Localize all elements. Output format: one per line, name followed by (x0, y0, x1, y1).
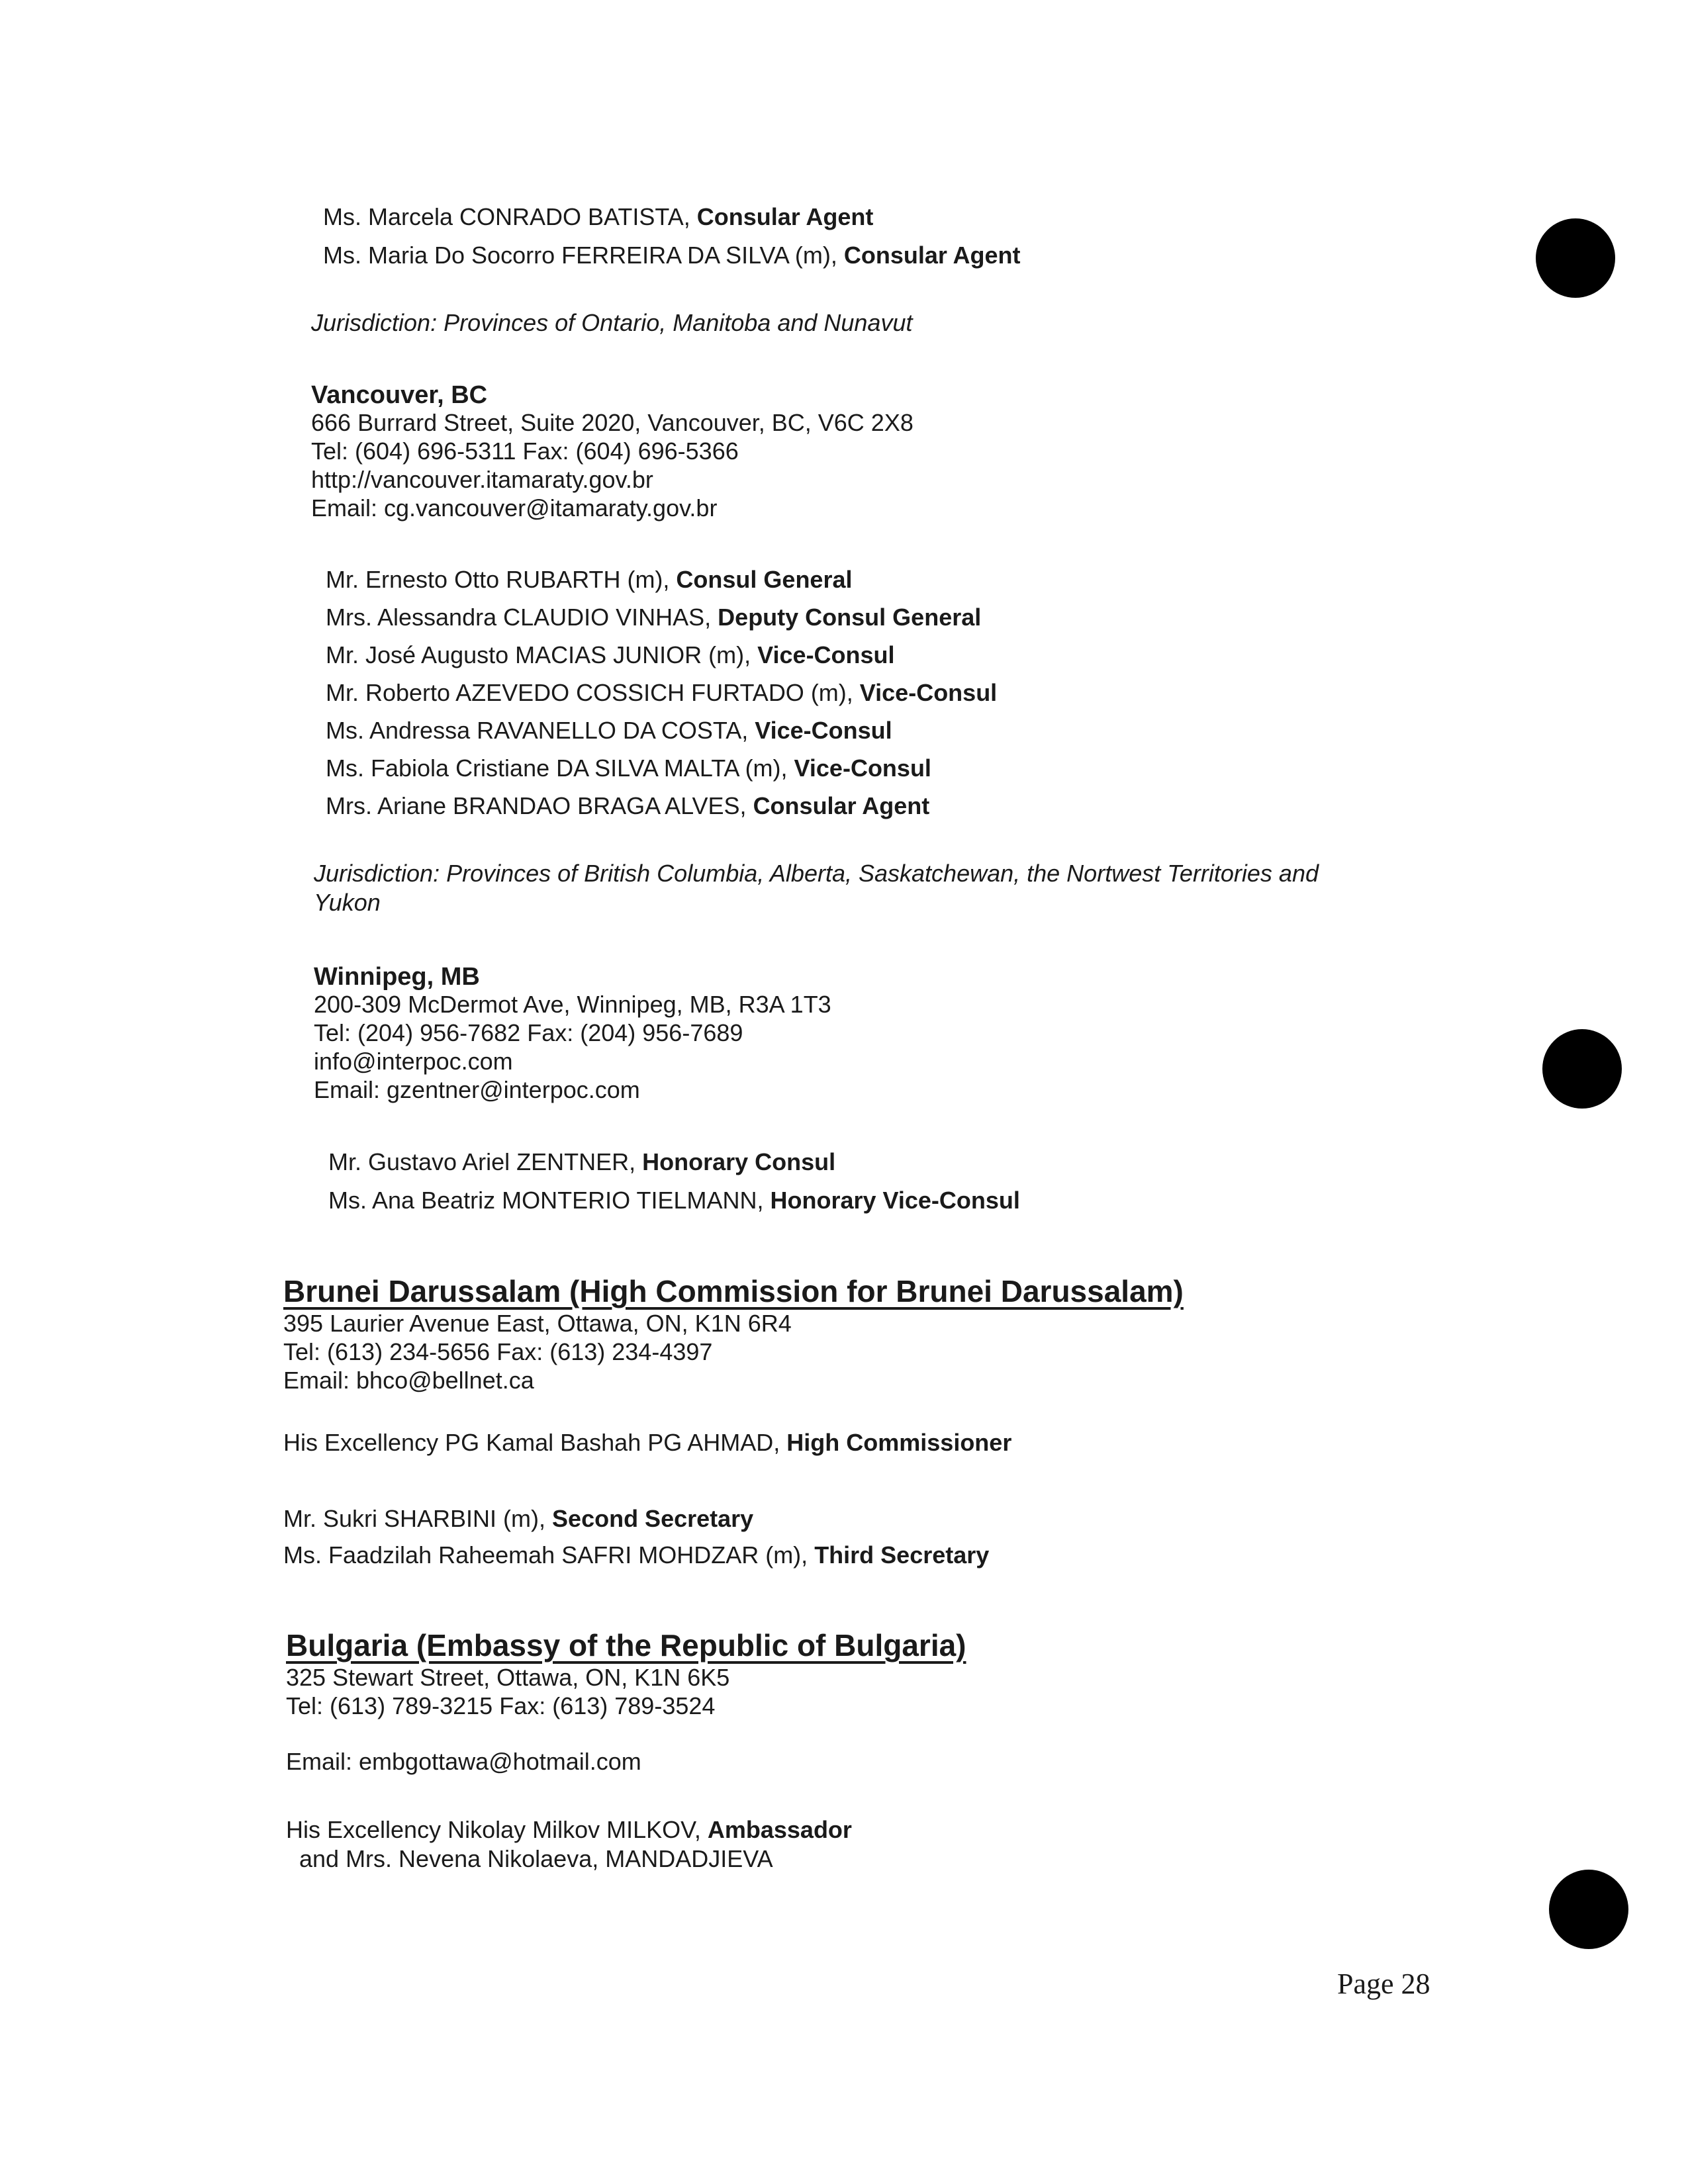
person-title: Consular Agent (696, 203, 874, 230)
person-title: Third Secretary (814, 1541, 990, 1569)
list-item (323, 241, 1021, 270)
section-heading: Brunei Darussalam (High Commission for Brunei Darussalam) (283, 1274, 1184, 1308)
person-name: Mr. Ernesto Otto RUBARTH (m), (326, 566, 677, 593)
person-title: Second Secretary (552, 1505, 754, 1532)
list-item (328, 1148, 835, 1177)
person-title: Honorary Consul (642, 1148, 836, 1175)
jurisdiction-text: Jurisdiction: Provinces of British Columbia, Alberta, Saskatchewan, the Nortwest Territories and Yukon (314, 860, 1319, 916)
email: Email: bhco@bellnet.ca (283, 1367, 534, 1394)
city-heading: Winnipeg, MB (314, 963, 480, 991)
person-title: Vice-Consul (794, 754, 931, 782)
section-heading: Bulgaria (Embassy of the Republic of Bulgaria) (286, 1628, 966, 1662)
website: http://vancouver.itamaraty.gov.br (311, 466, 653, 493)
person-title: Consul General (676, 566, 853, 593)
person-title: Vice-Consul (859, 679, 998, 706)
person-name: Mrs. Alessandra CLAUDIO VINHAS, (326, 604, 718, 631)
person-name: Mr. Roberto AZEVEDO COSSICH FURTADO (m), (326, 679, 860, 706)
person-title: High Commissioner (786, 1429, 1012, 1456)
person-name: His Excellency PG Kamal Bashah PG AHMAD, (283, 1429, 787, 1456)
person-name: Mr. José Augusto MACIAS JUNIOR (m), (326, 641, 758, 668)
head-of-mission (283, 1428, 1011, 1457)
list-item (326, 716, 892, 745)
person-name: Ms. Maria Do Socorro FERREIRA DA SILVA (m), (323, 242, 844, 269)
list-item (328, 1186, 1020, 1215)
list-item (326, 792, 929, 821)
email: Email: embgottawa@hotmail.com (286, 1748, 641, 1775)
punch-hole-middle (1542, 1029, 1622, 1109)
email: Email: cg.vancouver@itamaraty.gov.br (311, 494, 718, 522)
list-item (323, 203, 873, 232)
phone-fax: Tel: (613) 789-3215 Fax: (613) 789-3524 (286, 1692, 716, 1719)
person-name: Ms. Ana Beatriz MONTERIO TIELMANN, (328, 1187, 771, 1214)
punch-hole-bottom (1549, 1870, 1628, 1949)
address: 200-309 McDermot Ave, Winnipeg, MB, R3A 1T3 (314, 991, 831, 1018)
spouse-line: and Mrs. Nevena Nikolaeva, MANDADJIEVA (299, 1845, 773, 1872)
city-heading: Vancouver, BC (311, 381, 488, 409)
person-name: Mr. Gustavo Ariel ZENTNER, (328, 1148, 643, 1175)
person-title: Consular Agent (843, 242, 1021, 269)
list-item (326, 565, 852, 594)
person-title: Consular Agent (753, 792, 930, 819)
list-item (283, 1504, 753, 1533)
person-title: Vice-Consul (757, 641, 895, 668)
website: info@interpoc.com (314, 1048, 513, 1075)
address: 325 Stewart Street, Ottawa, ON, K1N 6K5 (286, 1664, 730, 1691)
person-name: His Excellency Nikolay Milkov MILKOV, (286, 1816, 708, 1843)
list-item (326, 603, 981, 632)
list-item (326, 678, 997, 707)
list-item (326, 754, 931, 783)
person-name: Ms. Faadzilah Raheemah SAFRI MOHDZAR (m), (283, 1541, 815, 1569)
list-item (283, 1541, 989, 1570)
person-name: Mrs. Ariane BRANDAO BRAGA ALVES, (326, 792, 753, 819)
page-number: Page 28 (1337, 1968, 1430, 2000)
phone-fax: Tel: (604) 696-5311 Fax: (604) 696-5366 (311, 437, 739, 465)
punch-hole-top (1536, 218, 1615, 298)
address: 666 Burrard Street, Suite 2020, Vancouver, BC, V6C 2X8 (311, 409, 914, 436)
list-item (326, 641, 895, 670)
person-title: Ambassador (707, 1816, 852, 1843)
person-name: Ms. Marcela CONRADO BATISTA, (323, 203, 697, 230)
phone-fax: Tel: (204) 956-7682 Fax: (204) 956-7689 (314, 1019, 743, 1046)
person-name: Ms. Andressa RAVANELLO DA COSTA, (326, 717, 755, 744)
person-name: Ms. Fabiola Cristiane DA SILVA MALTA (m), (326, 754, 794, 782)
person-title: Honorary Vice-Consul (770, 1187, 1020, 1214)
email: Email: gzentner@interpoc.com (314, 1076, 640, 1103)
person-title: Deputy Consul General (718, 604, 982, 631)
phone-fax: Tel: (613) 234-5656 Fax: (613) 234-4397 (283, 1338, 713, 1365)
address: 395 Laurier Avenue East, Ottawa, ON, K1N 6R4 (283, 1310, 792, 1337)
jurisdiction-text: Jurisdiction: Provinces of Ontario, Manitoba and Nunavut (311, 309, 913, 336)
person-name: Mr. Sukri SHARBINI (m), (283, 1505, 553, 1532)
head-of-mission (286, 1815, 852, 1844)
person-title: Vice-Consul (755, 717, 892, 744)
